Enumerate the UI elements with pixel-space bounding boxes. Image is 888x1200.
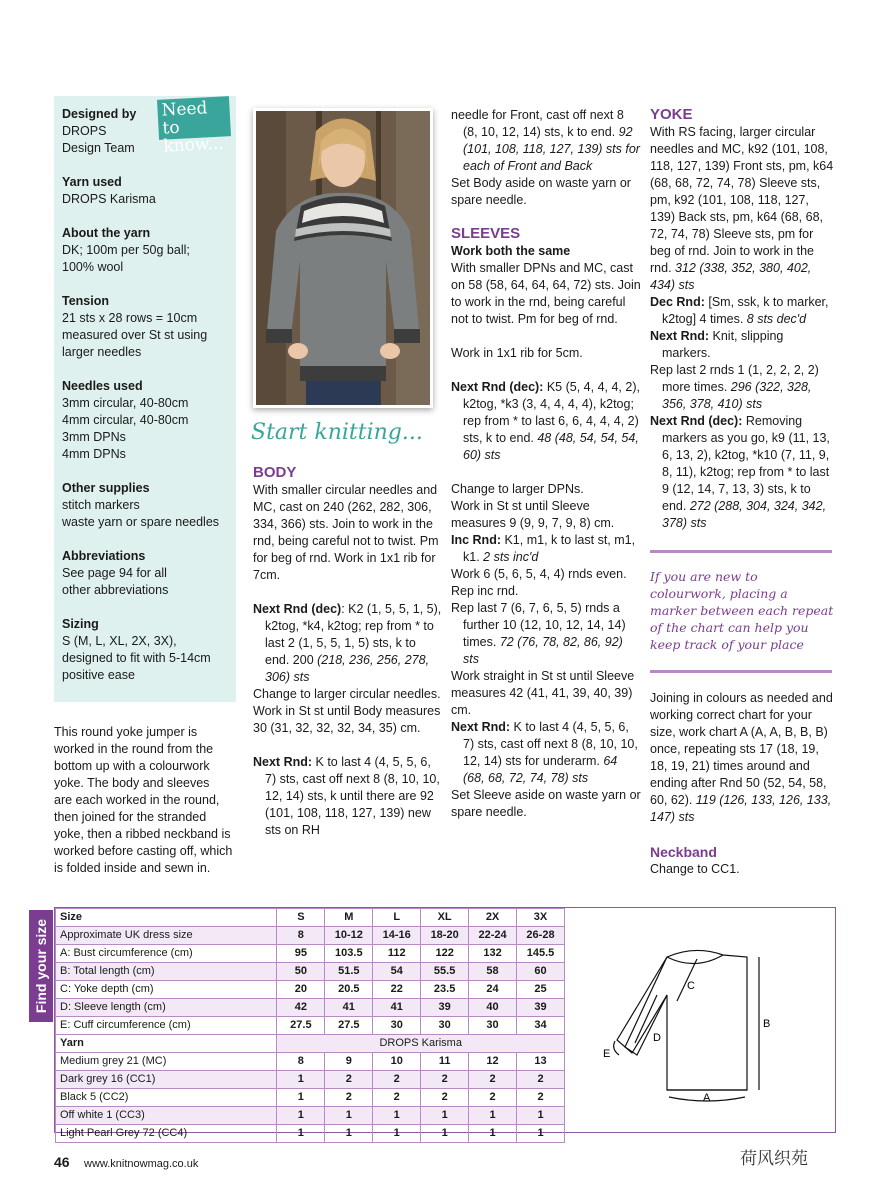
table-cell: 1 — [325, 1125, 373, 1143]
table-header-cell: S — [277, 909, 325, 927]
table-cell: 2 — [517, 1089, 565, 1107]
body-paragraph-1 — [253, 482, 443, 584]
table-header-cell: Yarn — [56, 1035, 277, 1053]
need-to-know-sidebar — [54, 96, 236, 702]
page-number: 46 — [54, 1154, 70, 1170]
table-cell: C: Yoke depth (cm) — [56, 981, 277, 999]
sleeves-text: K1, m1, k to last st, m1, k1. — [463, 533, 636, 564]
table-cell: 25 — [517, 981, 565, 999]
need-to-know-badge: Need to know... — [157, 96, 231, 140]
table-cell: 1 — [277, 1107, 325, 1125]
table-cell: 1 — [469, 1107, 517, 1125]
table-cell: 2 — [469, 1071, 517, 1089]
sidebar-text: 21 sts x 28 rows = 10cm measured over St st using larger needles — [62, 311, 208, 359]
table-cell: 30 — [421, 1017, 469, 1035]
table-cell: Light Pearl Grey 72 (CC4) — [56, 1125, 277, 1143]
start-knitting-heading: Start knitting... — [251, 420, 423, 445]
table-cell: 20 — [277, 981, 325, 999]
model-photo — [253, 108, 433, 408]
table-cell: A: Bust circumference (cm) — [56, 945, 277, 963]
yoke-text: 312 (338, 352, 380, 402, 434) sts — [650, 261, 812, 292]
body-paragraph-4: Work in St st until Body measures 30 (31, 32, 32, 32, 34, 35) cm. — [253, 704, 441, 735]
body-text: (262, 282, 306, 334, 366) — [253, 500, 432, 531]
sidebar-blocks — [62, 106, 228, 684]
table-header-cell: L — [373, 909, 421, 927]
table-cell: 8 — [277, 1053, 325, 1071]
yoke-text: 296 (322, 328, 356, 378, 410) sts — [662, 380, 812, 411]
sleeves-subheading: Work both the same — [451, 244, 571, 258]
diagram-label-e: E — [603, 1048, 611, 1060]
sidebar-label: Tension — [62, 294, 109, 308]
table-cell: E: Cuff circumference (cm) — [56, 1017, 277, 1035]
yoke-paragraph — [650, 124, 834, 294]
table-row — [56, 981, 565, 999]
table-cell: 54 — [373, 963, 421, 981]
neckband-heading: Neckband — [650, 844, 717, 860]
table-row — [56, 1071, 565, 1089]
table-cell: 39 — [517, 999, 565, 1017]
diagram-label-b: B — [763, 1018, 771, 1030]
table-cell: 42 — [277, 999, 325, 1017]
size-table — [55, 908, 565, 1143]
table-cell: Approximate UK dress size — [56, 927, 277, 945]
yoke-text: [Sm, ssk, k to marker, k2tog] 4 times. — [662, 295, 829, 326]
table-cell: 12 — [469, 1053, 517, 1071]
yoke-heading: YOKE — [650, 106, 693, 123]
tip-divider-top — [650, 550, 832, 553]
table-cell: 10-12 — [325, 927, 373, 945]
sleeves-paragraph: With smaller DPNs and MC, cast on 58 (58, 64, 64, 64, 72) sts. Join to work in the rnd, being careful not to twist. Pm for beg of rnd. — [451, 261, 641, 326]
yoke-column — [650, 106, 834, 532]
sleeves-column — [451, 107, 641, 821]
yoke-label: Dec Rnd: — [650, 295, 705, 309]
diagram-label-c: C — [687, 980, 695, 992]
yoke-label: Next Rnd (dec): — [650, 414, 743, 428]
table-row — [56, 1089, 565, 1107]
table-cell: 1 — [421, 1125, 469, 1143]
sleeves-text: 2 sts inc'd — [483, 550, 539, 564]
body-text: : K2 — [341, 602, 367, 616]
sleeves-label: Inc Rnd: — [451, 533, 501, 547]
table-header-cell: M — [325, 909, 373, 927]
table-cell: 50 — [277, 963, 325, 981]
sleeves-text: 72 (76, 78, 82, 86, 92) sts — [463, 635, 623, 666]
sleeves-paragraph: Work in St st until Sleeve measures 9 (9, 9, 7, 9, 8) cm. — [451, 499, 615, 530]
neckband-paragraph: Change to CC1. — [650, 862, 740, 876]
table-cell: Black 5 (CC2) — [56, 1089, 277, 1107]
sidebar-block — [62, 480, 228, 531]
yoke-paragraph — [650, 690, 834, 826]
find-your-size-tab — [29, 910, 53, 1022]
sleeves-paragraph: Rep inc rnd. — [451, 584, 519, 598]
table-cell: 39 — [421, 999, 469, 1017]
table-cell: 14-16 — [373, 927, 421, 945]
table-cell: 10 — [373, 1053, 421, 1071]
sidebar-text: See page 94 for all other abbreviations — [62, 566, 169, 597]
table-header-cell: 3X — [517, 909, 565, 927]
body-paragraph-2 — [253, 601, 443, 686]
table-row — [56, 1053, 565, 1071]
table-cell: 13 — [517, 1053, 565, 1071]
table-cell: 2 — [373, 1071, 421, 1089]
body-text: (218, 236, 256, 278, 306) sts — [265, 653, 430, 684]
table-cell: 1 — [373, 1125, 421, 1143]
table-cell: 2 — [469, 1089, 517, 1107]
yoke-text: 8 sts dec'd — [746, 312, 807, 326]
sleeves-text: 64 (68, 68, 72, 74, 78) sts — [463, 754, 618, 785]
body-text: sts, k to end. 200 — [265, 636, 416, 667]
table-cell: 24 — [469, 981, 517, 999]
sleeves-heading: SLEEVES — [451, 225, 521, 242]
diagram-label-a: A — [703, 1092, 711, 1104]
sleeves-paragraph: Set Sleeve aside on waste yarn or spare needle. — [451, 788, 641, 819]
table-cell: D: Sleeve length (cm) — [56, 999, 277, 1017]
table-cell: 27.5 — [325, 1017, 373, 1035]
tip-divider-bottom — [650, 670, 832, 673]
sidebar-block — [62, 225, 228, 276]
sleeves-paragraph: Work in 1x1 rib for 5cm. — [451, 346, 583, 360]
sleeves-text: 48 (48, 54, 54, 54, 60) sts — [463, 431, 639, 462]
body-paragraph-5 — [253, 754, 443, 839]
yoke-text: Joining in colours as needed and working correct chart for your size, work chart A (A, A, B, B, B) once, repeating sts 17 (18, 19, 18, 19, 21) times around and ending after Rnd 50 (52, 54, 58, 60, 62). — [650, 691, 833, 807]
table-cell: 20.5 — [325, 981, 373, 999]
sidebar-block — [62, 616, 228, 684]
table-cell: 41 — [325, 999, 373, 1017]
colourwork-tip: If you are new to colourwork, placing a marker between each repeat of the chart can help you keep track of your place — [650, 569, 834, 652]
table-cell: 51.5 — [325, 963, 373, 981]
sidebar-block — [62, 548, 228, 599]
watermark-text: 荷风织苑 — [740, 1149, 808, 1168]
sleeves-paragraph — [451, 379, 641, 464]
table-header-cell: XL — [421, 909, 469, 927]
sleeves-paragraph: Work straight in St st until Sleeve measures 42 (41, 41, 39, 40, 39) cm. — [451, 669, 635, 717]
table-cell: 2 — [325, 1071, 373, 1089]
table-cell: 27.5 — [277, 1017, 325, 1035]
table-cell: 1 — [277, 1125, 325, 1143]
sweater-schematic-diagram — [597, 935, 797, 1115]
sidebar-label: Sizing — [62, 617, 99, 631]
sleeves-label: Next Rnd: — [451, 720, 511, 734]
schematic-outline — [625, 950, 747, 1090]
sleeves-paragraph — [451, 532, 641, 566]
diagram-label-d: D — [653, 1032, 661, 1044]
table-row — [56, 945, 565, 963]
table-cell: 2 — [373, 1089, 421, 1107]
intro-paragraph: This round yoke jumper is worked in the round from the bottom up with a colourwork yoke. The body and sleeves are each worked in the round, then joined for the stranded yoke, then a ribbed neckband is worked before casting off, which is folded inside and sewn in. — [54, 725, 233, 875]
table-cell: 22-24 — [469, 927, 517, 945]
table-cell: 103.5 — [325, 945, 373, 963]
sidebar-label: Needles used — [62, 379, 143, 393]
sidebar-text: DROPS Design Team — [62, 124, 135, 155]
yoke-paragraph — [650, 328, 834, 362]
table-cell: 1 — [469, 1125, 517, 1143]
sleeves-paragraph — [451, 719, 641, 787]
table-cell: 8 — [277, 927, 325, 945]
body-label: Next Rnd (dec) — [253, 602, 342, 616]
sidebar-label: Other supplies — [62, 481, 150, 495]
sidebar-block — [62, 174, 228, 208]
table-cell: 1 — [517, 1107, 565, 1125]
table-cell: 41 — [373, 999, 421, 1017]
body-text: K to last 4 (4, 5, 5, 6, 7) sts, cast off next 8 (8, 10, 10, 12, 14) sts, k until there are 92 (101, 108, 118, 127, 139) new sts on RH — [265, 755, 440, 837]
sidebar-text: DROPS Karisma — [62, 192, 156, 206]
table-cell: 145.5 — [517, 945, 565, 963]
yoke-text: 119 (126, 133, 126, 133, 147) sts — [650, 793, 832, 824]
sidebar-label: Abbreviations — [62, 549, 146, 563]
table-cell: 60 — [517, 963, 565, 981]
table-cell: 132 — [469, 945, 517, 963]
table-cell: 18-20 — [421, 927, 469, 945]
yoke-text: Rep last 2 rnds 1 (1, 2, 2, 2, 2) more times. — [650, 363, 819, 394]
table-cell: 30 — [373, 1017, 421, 1035]
table-cell: 1 — [517, 1125, 565, 1143]
find-your-size-label: Find your size — [33, 918, 49, 1014]
table-cell: 95 — [277, 945, 325, 963]
body-text: (1, 5, 5, 1, 5) — [366, 602, 438, 616]
table-cell: 1 — [277, 1071, 325, 1089]
table-cell: 2 — [325, 1089, 373, 1107]
sleeves-text: K5 (5, 4, 4, 4, 2), k2tog, *k3 (3, 4, 4, 4, 4), k2tog; rep from * to last 6, 6, 4, 4, 4, 2) sts, k to end. — [463, 380, 640, 445]
sidebar-text: DK; 100m per 50g ball; 100% wool — [62, 243, 190, 274]
table-cell: 11 — [421, 1053, 469, 1071]
body-heading: BODY — [253, 464, 297, 481]
yoke-paragraph — [650, 413, 834, 532]
table-cell: 1 — [277, 1089, 325, 1107]
table-cell: 1 — [373, 1107, 421, 1125]
table-cell: 40 — [469, 999, 517, 1017]
body-column — [253, 464, 443, 839]
table-row — [56, 1017, 565, 1035]
yoke-label: Next Rnd: — [650, 329, 710, 343]
table-row — [56, 1107, 565, 1125]
table-cell: Medium grey 21 (MC) — [56, 1053, 277, 1071]
yoke-text: Knit, slipping markers. — [662, 329, 784, 360]
body-continued — [451, 107, 641, 175]
body-text: 92 (101, 108, 118, 127, 139) sts for each of Front and Back — [463, 125, 640, 173]
table-cell: 34 — [517, 1017, 565, 1035]
body-text: sts. Join to work in the rnd, being careful not to twist. Pm for beg of rnd. Work in 1x1 rib for 7cm. — [253, 517, 439, 582]
sleeves-paragraph: Work 6 (5, 6, 5, 4, 4) rnds even. — [451, 567, 627, 581]
table-cell: 2 — [517, 1071, 565, 1089]
body-text: With smaller circular needles and MC, cast on 240 — [253, 483, 438, 514]
sleeves-text: K to last 4 (4, 5, 5, 6, 7) sts, cast off next 8 (8, 10, 10, 12, 14) sts for underarm. — [463, 720, 638, 768]
table-cell: 112 — [373, 945, 421, 963]
sweater-photo-illustration — [256, 111, 430, 405]
table-cell: 2 — [421, 1071, 469, 1089]
yoke-text: 272 (288, 304, 324, 342, 378) sts — [662, 499, 827, 530]
table-cell: 1 — [421, 1107, 469, 1125]
sidebar-label: About the yarn — [62, 226, 151, 240]
sleeves-label: Next Rnd (dec): — [451, 380, 544, 394]
yoke-continued — [650, 690, 834, 878]
sidebar-label: Designed by — [62, 107, 137, 121]
sidebar-text: S (M, L, XL, 2X, 3X), designed to fit with 5-14cm positive ease — [62, 634, 211, 682]
yoke-text: Removing markers as you go, k9 (11, 13, 6, 13, 2), k2tog, *k10 (7, 11, 9, 8, 11), k2tog; rep from * to last 9 (12, 14, 7, 13, 3) sts, k to end. — [662, 414, 830, 513]
table-row — [56, 999, 565, 1017]
table-header-cell: Size — [56, 909, 277, 927]
table-cell: 23.5 — [421, 981, 469, 999]
sleeves-paragraph — [451, 600, 641, 668]
yoke-paragraph — [650, 362, 834, 413]
yoke-text: With RS facing, larger circular needles and MC, k92 (101, 108, 118, 127, 139) Front sts, pm, k64 (68, 68, 72, 74, 78) Sleeve sts, pm, k92 (101, 108, 118, 127, 139) Back sts, pm, k64 (68, 68, 72, 74, 78) Sleeve sts, pm for beg of rnd. Join to work in the rnd. — [650, 125, 834, 275]
table-row — [56, 1125, 565, 1143]
table-header-cell: 2X — [469, 909, 517, 927]
sidebar-block — [62, 293, 228, 361]
table-cell: 2 — [421, 1089, 469, 1107]
table-cell: 22 — [373, 981, 421, 999]
sleeves-paragraph: Change to larger DPNs. — [451, 482, 584, 496]
table-row — [56, 963, 565, 981]
table-cell: 55.5 — [421, 963, 469, 981]
yoke-paragraph — [650, 294, 834, 328]
table-cell: 30 — [469, 1017, 517, 1035]
table-cell: 1 — [325, 1107, 373, 1125]
dimension-line-e — [614, 1041, 619, 1055]
table-header-row — [56, 909, 565, 927]
body-text: needle for Front, cast off next 8 (8, 10, 12, 14) sts, k to end. — [451, 108, 624, 139]
sidebar-text: 3mm circular, 40-80cm 4mm circular, 40-80cm 3mm DPNs 4mm DPNs — [62, 396, 189, 461]
yarn-header-row — [56, 1035, 565, 1053]
table-cell: 58 — [469, 963, 517, 981]
sidebar-label: Yarn used — [62, 175, 122, 189]
table-cell: B: Total length (cm) — [56, 963, 277, 981]
yarn-brand-cell: DROPS Karisma — [277, 1035, 565, 1053]
sidebar-block — [62, 378, 228, 463]
table-cell: Dark grey 16 (CC1) — [56, 1071, 277, 1089]
table-cell: 122 — [421, 945, 469, 963]
sidebar-text: stitch markers waste yarn or spare needles — [62, 498, 220, 529]
body-label: Next Rnd: — [253, 755, 313, 769]
footer-url: www.knitnowmag.co.uk — [84, 1158, 199, 1170]
body-text: , k2tog, *k4, k2tog; rep from * to last 2 — [265, 602, 442, 650]
body-text: (1, 5, 5, 1, 5) — [298, 636, 370, 650]
table-row — [56, 927, 565, 945]
table-cell: 9 — [325, 1053, 373, 1071]
body-paragraph-3: Change to larger circular needles. — [253, 687, 441, 701]
sleeves-text: Rep last 7 (6, 7, 6, 5, 5) rnds a further 10 (12, 10, 12, 14, 14) times. — [451, 601, 626, 649]
table-cell: 26-28 — [517, 927, 565, 945]
table-cell: Off white 1 (CC3) — [56, 1107, 277, 1125]
body-set-aside: Set Body aside on waste yarn or spare needle. — [451, 176, 631, 207]
